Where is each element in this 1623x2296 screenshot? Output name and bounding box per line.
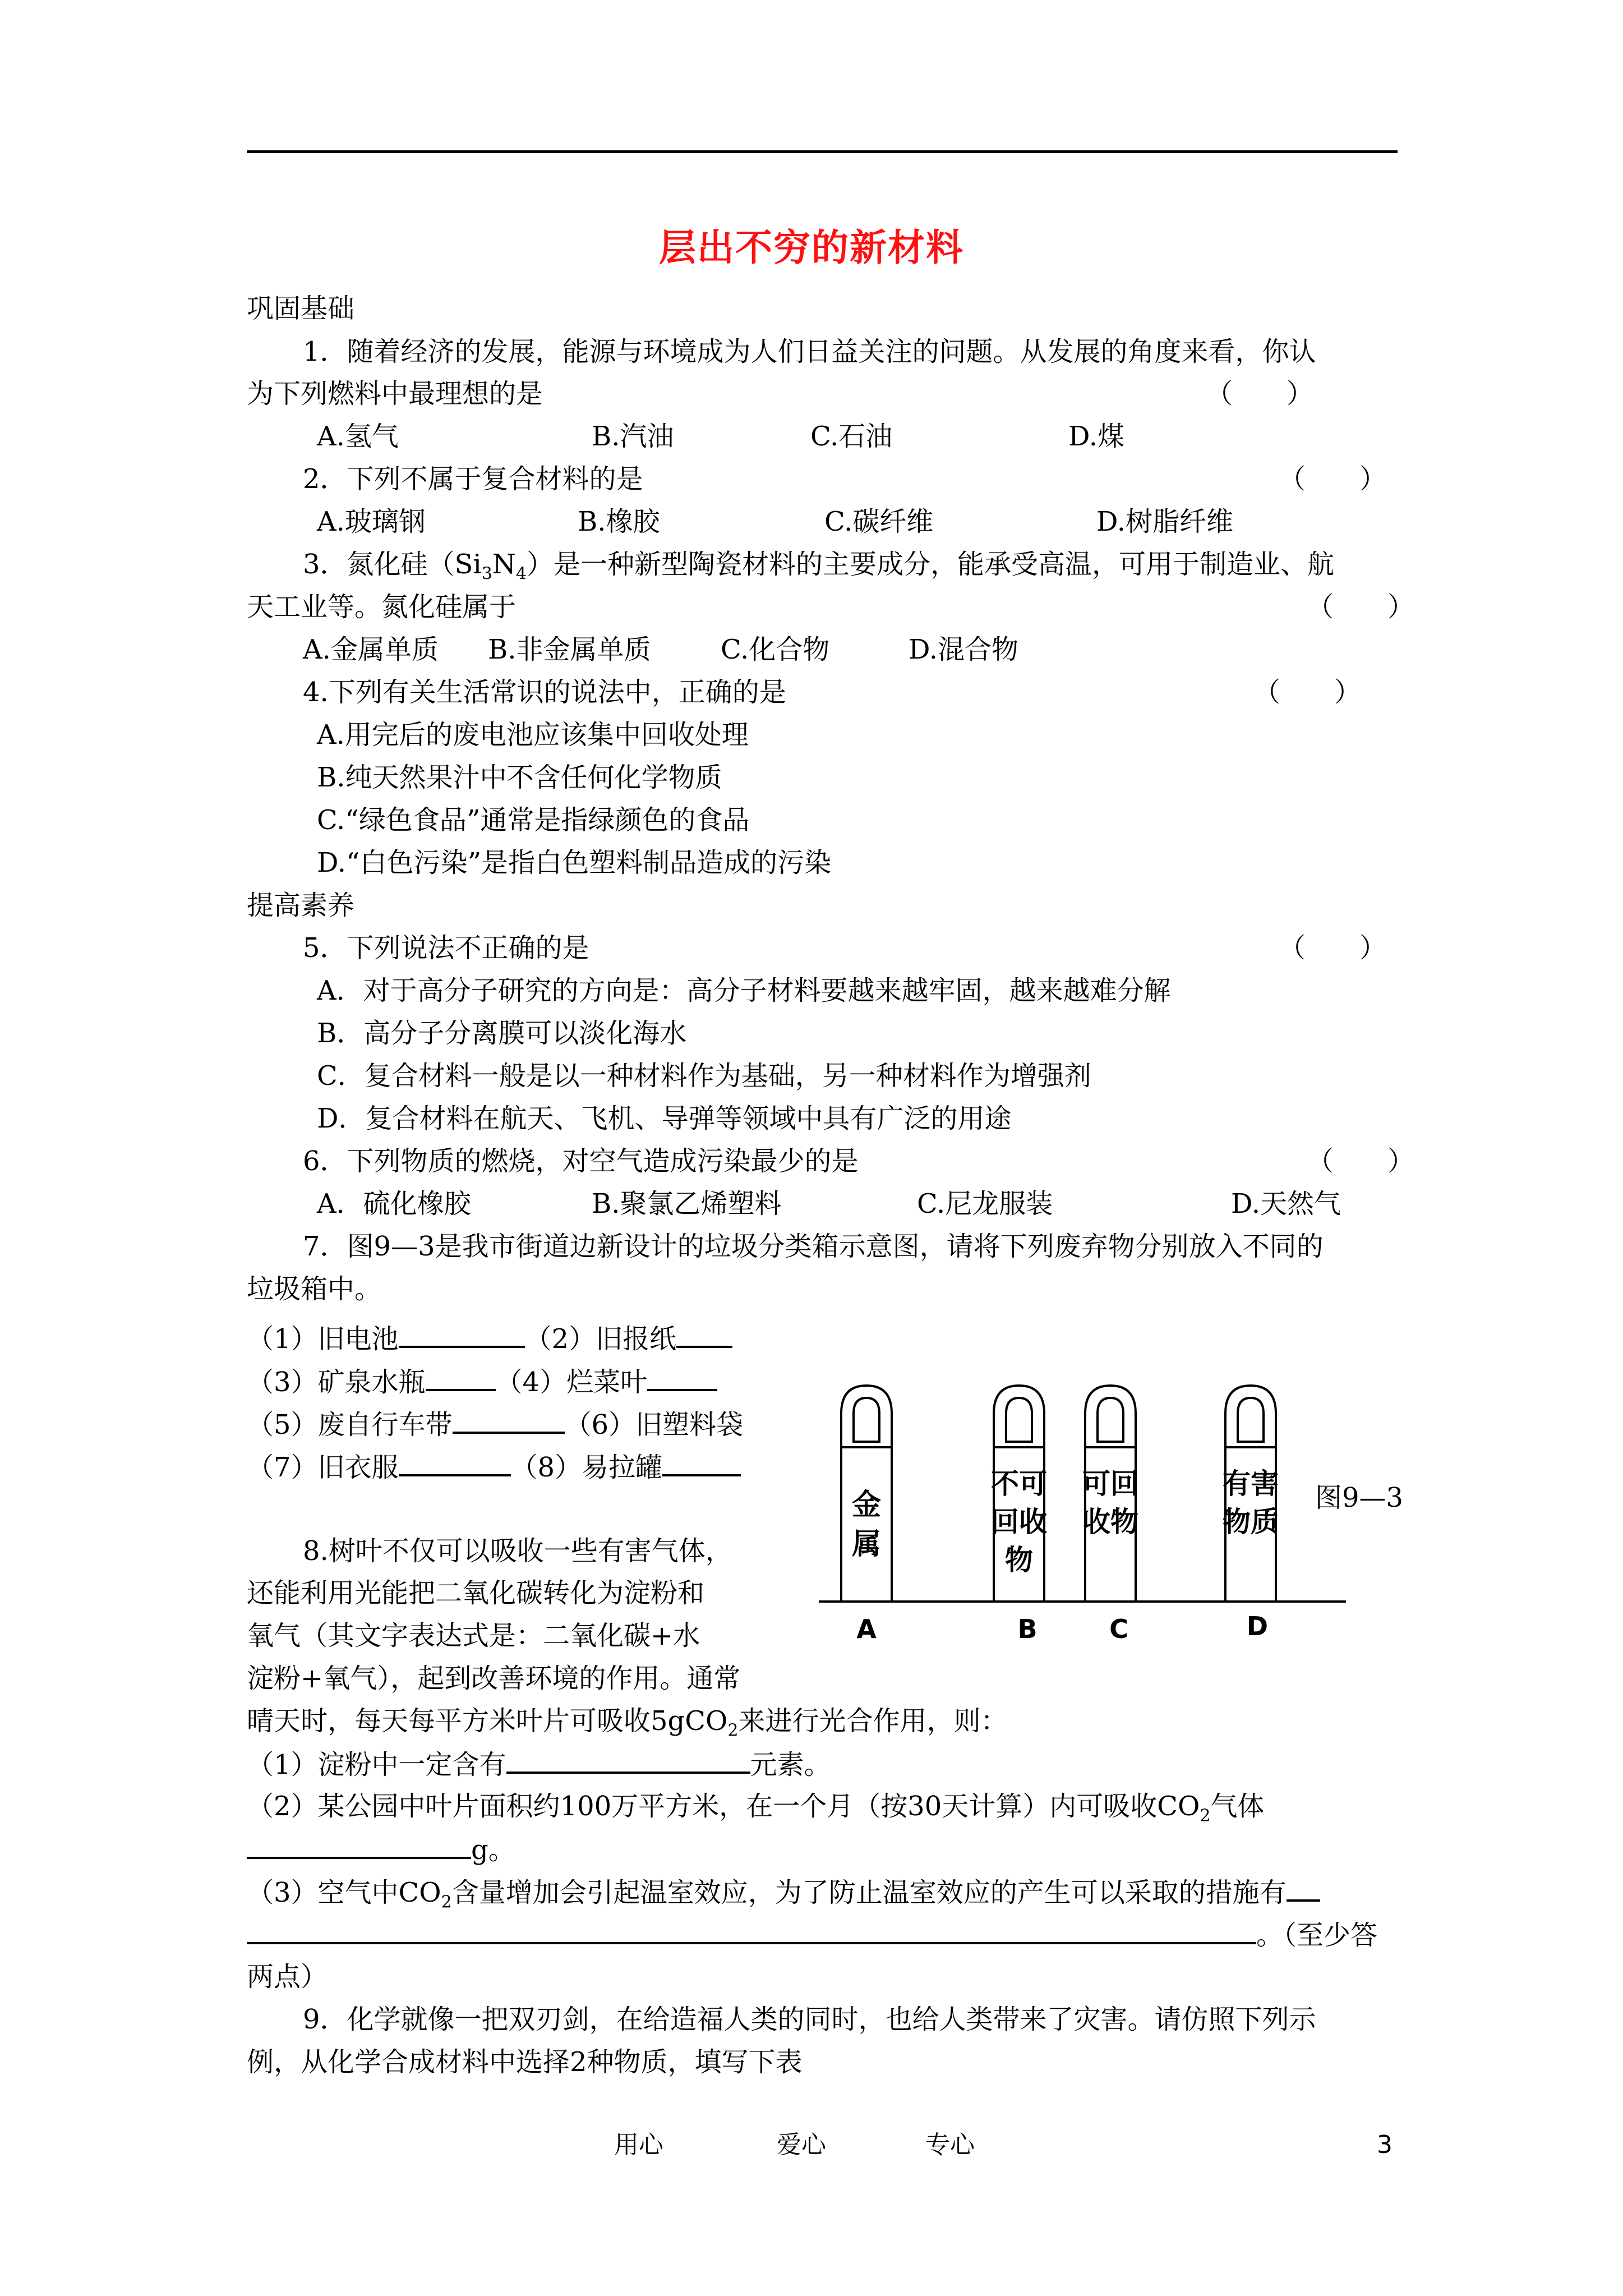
bin-label: 有害 [1223,1467,1279,1500]
section-heading: 提高素养 [247,890,355,921]
bin-letter: A [856,1614,877,1644]
answer-blank[interactable] [1287,1875,1320,1902]
fill-item: （5）废自行车带 （6）旧塑料袋 [247,1407,743,1442]
bin-letter: B [1017,1614,1038,1644]
option: A.用完后的废电池应该集中回收处理 [317,719,749,751]
option: A.金属单质 [303,634,439,665]
option: D.天然气 [1231,1188,1341,1220]
option: C．复合材料一般是以一种材料作为基础，另一种材料作为增强剂 [317,1060,1091,1092]
recycling-bins-figure [813,1369,1419,1660]
answer-blank[interactable] [647,1364,717,1391]
q5-text: 5．下列说法不正确的是 [303,932,589,964]
answer-blank[interactable] [506,1747,750,1774]
fill-item: （3）矿泉水瓶 （4）烂菜叶 [247,1364,717,1399]
q6-text: 6．下列物质的燃烧，对空气造成污染最少的是 [303,1145,859,1177]
section-heading: 巩固基础 [247,293,355,324]
bin-label: 不可 [991,1467,1047,1500]
option: A．对于高分子研究的方向是：高分子材料要越来越牢固，越来越难分解 [317,975,1171,1006]
q7-text: 垃圾箱中。 [247,1273,382,1305]
q8-text: 8.树叶不仅可以吸收一些有害气体， [303,1535,732,1567]
q1-text: 1．随着经济的发展，能源与环境成为人们日益关注的问题。从发展的角度来看，你认 [303,336,1316,367]
option: B.非金属单质 [488,634,651,665]
answer-paren: （ ） [1206,378,1314,409]
option: D.混合物 [909,634,1019,665]
bin-b [991,1386,1047,1644]
footer-motto: 专心 [925,2131,975,2159]
q1-text: 为下列燃料中最理想的是 [247,378,543,409]
option: A.玻璃钢 [317,506,426,537]
q8-sub3: （3）空气中$CO_2$含量增加会引起温室效应，为了防止温室效应的产生可以采取的措施有 [247,1875,1320,1910]
answer-blank[interactable] [676,1321,732,1348]
option: D.树脂纤维 [1096,506,1234,537]
q2-text: 2．下列不属于复合材料的是 [303,463,643,495]
q4-text: 4.下列有关生活常识的说法中，正确的是 [303,677,786,708]
option: C.碳纤维 [824,506,934,537]
q8-sub3: 。（至少答 [247,1917,1377,1952]
answer-blank[interactable] [247,1832,471,1859]
option: B.纯天然果汁中不含任何化学物质 [317,762,722,793]
option: C.石油 [810,421,893,452]
bin-label: 可回 [1082,1467,1138,1500]
q9-text: 例，从化学合成材料中选择2种物质，填写下表 [247,2046,803,2078]
footer-motto: 用心 [614,2131,663,2159]
header-rule [247,150,1398,153]
answer-blank[interactable] [247,1917,1256,1944]
answer-paren: （ ） [1253,677,1362,708]
option: C.尼龙服装 [917,1188,1053,1220]
q8-sub2: （2）某公园中叶片面积约100万平方米，在一个月（按30天计算）内可吸收$CO_2$气体 [247,1791,1265,1826]
option: D．复合材料在航天、飞机、导弹等领域中具有广泛的用途 [317,1103,1012,1134]
fill-item: （1）旧电池 （2）旧报纸 [247,1321,732,1356]
answer-paren: （ ） [1279,463,1387,495]
option: B.橡胶 [578,506,660,537]
answer-paren: （ ） [1307,591,1415,623]
option: C.化合物 [721,634,830,665]
answer-blank[interactable] [662,1450,741,1476]
bin-label: 回收 [991,1506,1047,1538]
q3-text: 天工业等。氮化硅属于 [247,591,517,623]
bin-letter: C [1109,1614,1128,1644]
figure-caption: 图9—3 [1315,1482,1404,1513]
q9-text: 9．化学就像一把双刃剑，在给造福人类的同时，也给人类带来了灾害。请仿照下列示 [303,2004,1316,2035]
q8-text: 淀粉+氧气），起到改善环境的作用。通常 [247,1663,741,1694]
q8-text: 晴天时，每天每平方米叶片可吸收5gCO$_2$来进行光合作用，则： [247,1705,1008,1741]
bin-label: 金 [851,1488,882,1522]
option: B.汽油 [592,421,674,452]
q8-sub1: （1）淀粉中一定含有 元素。 [247,1747,831,1782]
bin-a [841,1386,892,1644]
option: C.“绿色食品”通常是指绿颜色的食品 [317,804,750,836]
bin-c [1082,1386,1138,1644]
option: A.氢气 [317,421,399,452]
bin-letter: D [1246,1611,1269,1641]
q8-sub3: 两点） [247,1961,328,1993]
answer-paren: （ ） [1279,932,1387,964]
answer-blank[interactable] [453,1407,565,1434]
answer-blank[interactable] [399,1321,525,1348]
option: D.“白色污染”是指白色塑料制品造成的污染 [317,847,832,878]
fill-item: （7）旧衣服 （8）易拉罐 [247,1450,741,1484]
page-title: 层出不穷的新材料 [659,226,964,269]
q8-text: 氧气（其文字表达式是：二氧化碳+水 [247,1620,700,1651]
page-number: 3 [1377,2131,1393,2159]
bin-d [1223,1386,1279,1641]
bin-label: 属 [851,1527,882,1561]
answer-blank[interactable] [399,1450,511,1476]
answer-blank[interactable] [426,1364,496,1391]
bin-label: 收物 [1082,1506,1138,1538]
answer-paren: （ ） [1307,1145,1415,1177]
option: B.聚氯乙烯塑料 [592,1188,782,1220]
q3-text: 3．氮化硅$(Si_3N_4)$是一种新型陶瓷材料的主要成分，能承受高温，可用于制造业、航 [303,549,1334,584]
option: A．硫化橡胶 [317,1188,471,1220]
bin-label: 物 [1005,1544,1033,1576]
q8-sub2-answer: g。 [247,1832,515,1867]
footer-motto: 爱心 [777,2131,826,2159]
bin-label: 物质 [1223,1506,1279,1538]
option: B．高分子分离膜可以淡化海水 [317,1018,687,1049]
option: D.煤 [1068,421,1125,452]
q7-text: 7．图9—3是我市街道边新设计的垃圾分类箱示意图，请将下列废弃物分别放入不同的 [303,1231,1324,1262]
q8-text: 还能利用光能把二氧化碳转化为淀粉和 [247,1577,705,1609]
